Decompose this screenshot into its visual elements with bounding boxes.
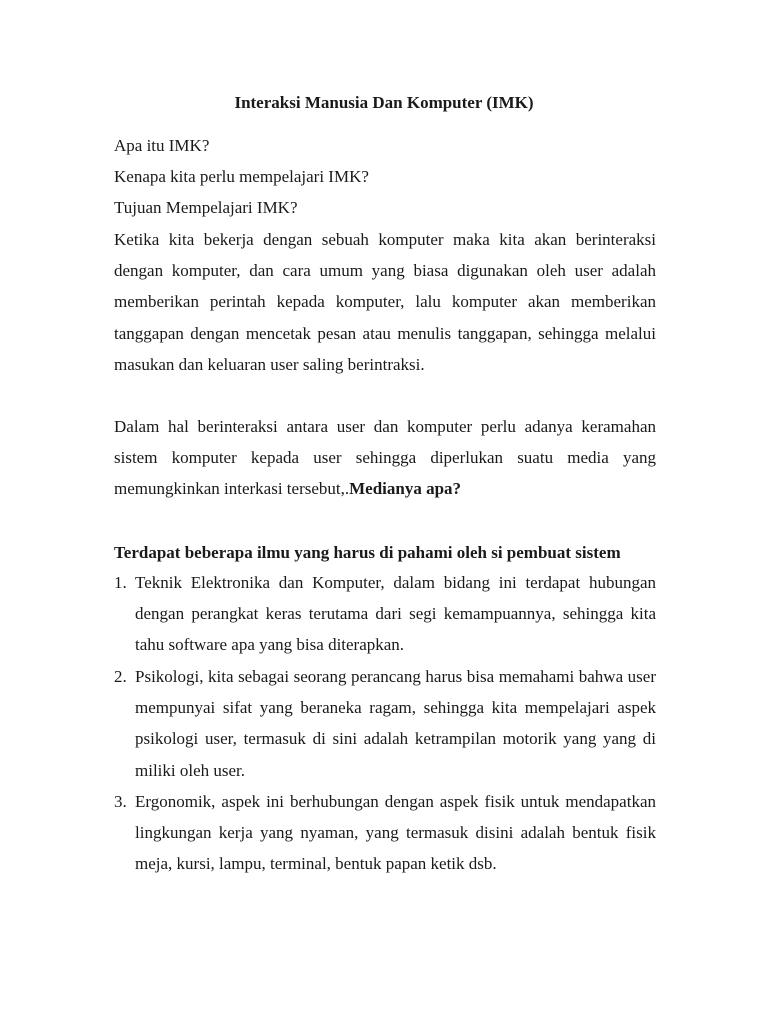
list-item-number: 2. [114, 667, 127, 686]
paragraph-media-text: Dalam hal berinteraksi antara user dan komputer perlu adanya keramahan sistem komputer kepada user sehingga diperlukan suatu media yang memungkinkan interkasi tersebut,. [114, 417, 656, 499]
question-why-learn-imk: Kenapa kita perlu mempelajari IMK? [114, 167, 369, 186]
list-item-number: 1. [114, 573, 127, 592]
section-heading: Terdapat beberapa ilmu yang harus di pahami oleh si pembuat sistem [114, 543, 621, 562]
list-item-text: Psikologi, kita sebagai seorang perancang harus bisa memahami bahwa user mempunyai sifat yang beraneka ragam, sehingga kita mempelajari aspek psikologi user, termasuk di sini adalah ketrampilan motorik yang yang di miliki oleh user. [135, 667, 656, 780]
list-item-text: Ergonomik, aspek ini berhubungan dengan aspek fisik untuk mendapatkan lingkungan kerja yang nyaman, yang termasuk disini adalah bentuk fisik meja, kursi, lampu, terminal, bentuk papan ketik dsb. [135, 792, 656, 874]
list-item [114, 567, 656, 661]
paragraph-media-question: Medianya apa? [349, 479, 462, 499]
question-purpose-imk: Tujuan Mempelajari IMK? [114, 198, 298, 217]
list-item [114, 661, 656, 786]
paragraph-media [114, 411, 656, 505]
question-what-is-imk: Apa itu IMK? [114, 136, 210, 155]
list-item-text: Teknik Elektronika dan Komputer, dalam bidang ini terdapat hubungan dengan perangkat keras terutama dari segi kemampuannya, sehingga kita tahu software apa yang bisa diterapkan. [135, 573, 656, 655]
document-title: Interaksi Manusia Dan Komputer (IMK) [234, 93, 534, 112]
paragraph-interaction: Ketika kita bekerja dengan sebuah komputer maka kita akan berinteraksi dengan komputer, dan cara umum yang biasa digunakan oleh user adalah memberikan perintah kepada komputer, lalu komputer akan memberikan tanggapan dengan mencetak pesan atau menulis tanggapan, sehingga melalui masukan dan keluaran user saling berintraksi. [114, 230, 656, 374]
list-item [114, 786, 656, 880]
list-item-number: 3. [114, 792, 127, 811]
